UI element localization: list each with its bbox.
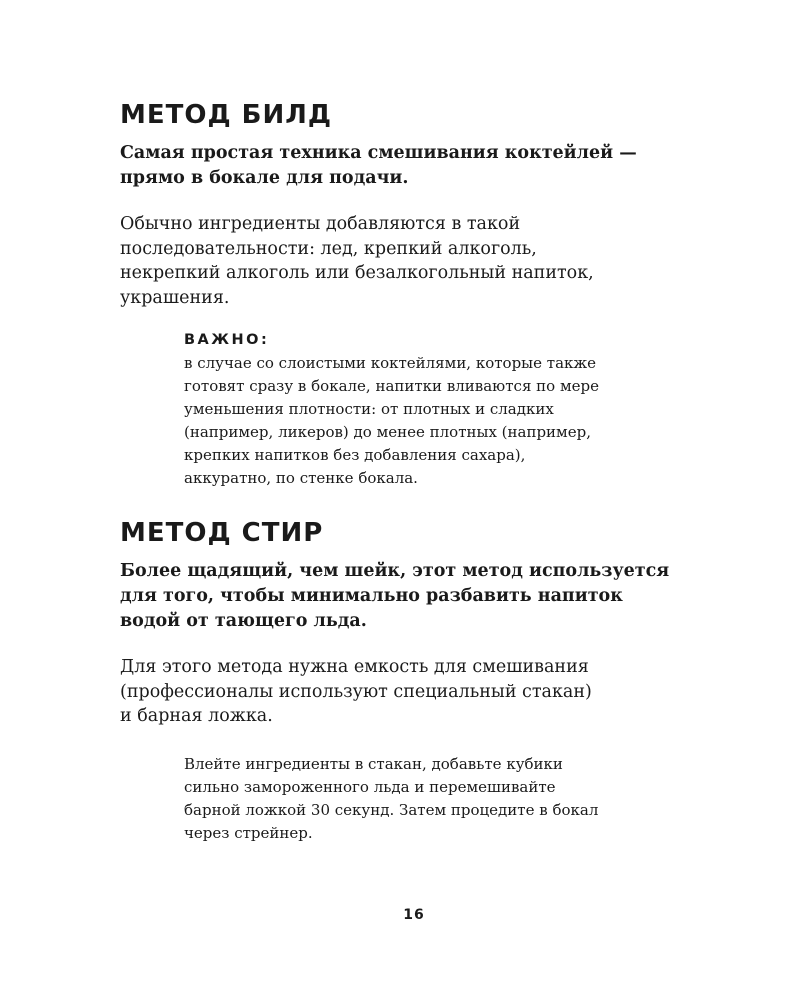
- note-line: (например, ликеров) до менее плотных (например,: [184, 423, 591, 441]
- note-line: уменьшения плотности: от плотных и сладких: [184, 400, 554, 418]
- body-line: Для этого метода нужна емкость для смешивания: [120, 657, 589, 677]
- lead-line: Самая простая техника смешивания коктейлей —: [120, 143, 637, 163]
- note-line: через стрейнер.: [184, 824, 313, 842]
- note-line: Влейте ингредиенты в стакан, добавьте кубики: [184, 755, 563, 773]
- note-line: в случае со слоистыми коктейлями, которые также: [184, 354, 597, 372]
- body-line: последовательности: лед, крепкий алкоголь,: [120, 238, 537, 259]
- body-line: некрепкий алкоголь или безалкогольный напиток,: [120, 263, 594, 283]
- body-line: (профессионалы используют специальный стакан): [120, 681, 592, 702]
- section-build-title: МЕТОД БИЛД: [120, 100, 333, 130]
- body-line: украшения.: [120, 287, 230, 308]
- lead-line: прямо в бокале для подачи.: [120, 168, 409, 188]
- section-stir-title: МЕТОД СТИР: [120, 518, 324, 548]
- note-line: крепких напитков без добавления сахара),: [184, 446, 526, 464]
- note-line: аккуратно, по стенке бокала.: [184, 469, 418, 487]
- section-build-lead: [120, 141, 720, 191]
- note-line: готовят сразу в бокале, напитки вливаются по мере: [184, 377, 599, 395]
- page-number: 16: [403, 907, 425, 923]
- body-line: Обычно ингредиенты добавляются в такой: [120, 214, 521, 234]
- important-note-text: [184, 352, 714, 490]
- lead-line: водой от тающего льда.: [120, 611, 367, 631]
- lead-line: для того, чтобы минимально разбавить напиток: [120, 586, 623, 606]
- important-note-label: ВАЖНО:: [184, 332, 270, 348]
- note-line: барной ложкой 30 секунд. Затем процедите в бокал: [184, 801, 599, 819]
- body-line: и барная ложка.: [120, 706, 273, 726]
- section-stir-lead: [120, 559, 720, 634]
- lead-line: Более щадящий, чем шейк, этот метод используется: [120, 561, 670, 581]
- stir-instructions-text: [184, 753, 714, 845]
- section-stir-body: [120, 655, 720, 729]
- note-line: сильно замороженного льда и перемешивайте: [184, 778, 556, 796]
- section-build-body: [120, 212, 720, 310]
